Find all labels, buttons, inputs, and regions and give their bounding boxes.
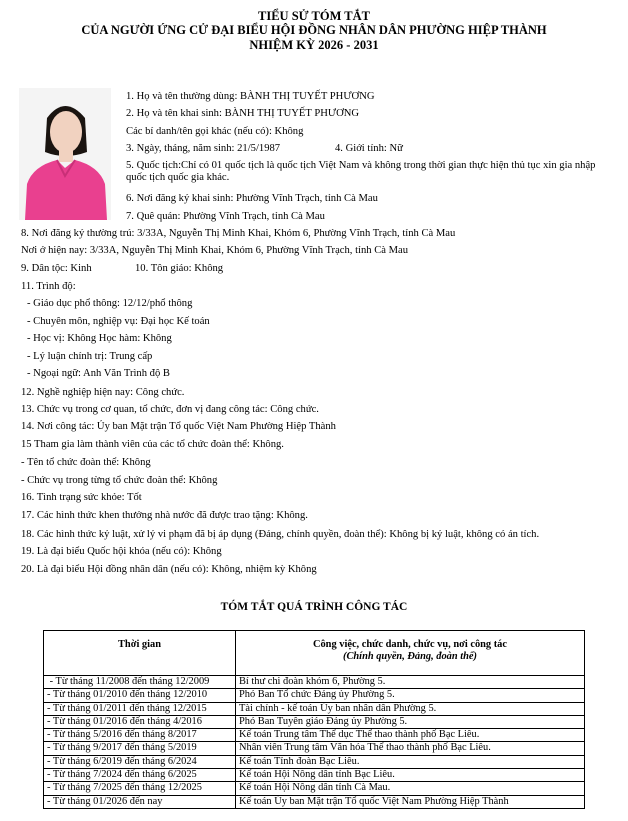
row-time: - Từ tháng 01/2016 đến tháng 4/2016 <box>44 715 236 728</box>
bio-awards: 17. Các hình thức khen thưởng nhà nước đã được trao tặng: Không. <box>21 510 308 521</box>
row-time: - Từ tháng 5/2016 đến tháng 8/2017 <box>44 729 236 742</box>
bio-birth-name: 2. Họ và tên khai sinh: BÀNH THỊ TUYẾT PHƯƠNG <box>126 108 360 119</box>
bio-permanent-address: 8. Nơi đăng ký thường trú: 3/33A, Nguyễn Thị Minh Khai, Khóm 6, Phường Vĩnh Trạch, tỉnh Cà Mau <box>21 228 456 239</box>
bio-national-assembly: 19. Là đại biểu Quốc hội khóa (nếu có): Không <box>21 546 222 557</box>
row-time: - Từ tháng 9/2017 đến tháng 5/2019 <box>44 742 236 755</box>
bio-current-address: Nơi ở hiện nay: 3/33A, Nguyễn Thị Minh Khai, Khóm 6, Phường Vĩnh Trạch, tỉnh Cà Mau <box>21 245 409 256</box>
bio-general-education: - Giáo dục phổ thông: 12/12/phổ thông <box>27 298 193 309</box>
table-row <box>44 742 585 755</box>
row-time: - Từ tháng 6/2019 đến tháng 6/2024 <box>44 755 236 768</box>
bio-degree: - Học vị: Không Học hàm: Không <box>27 333 172 344</box>
bio-specialization: - Chuyên môn, nghiệp vụ: Đại học Kế toán <box>27 316 210 327</box>
row-job: Bí thư chi đoàn khóm 6, Phường 5. <box>236 676 585 689</box>
row-job: Tài chính - kế toán Ủy ban nhân dân Phường 5. <box>236 702 585 715</box>
bio-occupation: 12. Nghề nghiệp hiện nay: Công chức. <box>21 387 185 398</box>
work-history-title: TÓM TẮT QUÁ TRÌNH CÔNG TÁC <box>220 601 408 613</box>
bio-nationality: 5. Quốc tịch:Chỉ có 01 quốc tịch là quốc tịch Việt Nam và không trong thời gian thực hiện thủ tục xin gia nhập quốc tịch quốc gia khác. <box>126 160 596 183</box>
bio-organization-role: - Chức vụ trong từng tổ chức đoàn thể: Không <box>21 475 218 486</box>
bio-dob: 3. Ngày, tháng, năm sinh: 21/5/1987 <box>126 143 281 154</box>
table-row <box>44 782 585 795</box>
column-header-job-line1: Công việc, chức danh, chức vụ, nơi công tác <box>312 639 507 650</box>
work-history-table <box>43 630 585 809</box>
bio-education-heading: 11. Trình độ: <box>21 281 76 292</box>
row-time: - Từ tháng 01/2010 đến tháng 12/2010 <box>44 689 236 702</box>
bio-gender: 4. Giới tính: Nữ <box>335 143 403 154</box>
table-row <box>44 676 585 689</box>
row-job: Kế toán Hội Nông dân tỉnh Cà Mau. <box>236 782 585 795</box>
row-job: Phó Ban Tổ chức Đảng ủy Phường 5. <box>236 689 585 702</box>
table-row <box>44 689 585 702</box>
row-job: Kế toán Ủy ban Mặt trận Tổ quốc Việt Nam Phường Hiệp Thành <box>236 795 585 808</box>
row-job: Kế toán Hội Nông dân tỉnh Bạc Liêu. <box>236 769 585 782</box>
bio-aliases: Các bí danh/tên gọi khác (nếu có): Không <box>126 126 304 137</box>
table-row <box>44 795 585 808</box>
row-job: Phó Ban Tuyên giáo Đảng ủy Phường 5. <box>236 715 585 728</box>
row-time: - Từ tháng 7/2025 đến tháng 12/2025 <box>44 782 236 795</box>
table-row <box>44 769 585 782</box>
bio-political-theory: - Lý luận chính trị: Trung cấp <box>27 351 153 362</box>
column-header-job <box>236 631 585 676</box>
doc-subtitle: CỦA NGƯỜI ỨNG CỬ ĐẠI BIỂU HỘI ĐỒNG NHÂN DÂN PHƯỜNG HIỆP THÀNH <box>81 23 547 37</box>
row-job: Kế toán Trung tâm Thể dục Thể thao thành phố Bạc Liêu. <box>236 729 585 742</box>
row-job: Kế toán Tỉnh đoàn Bạc Liêu. <box>236 755 585 768</box>
portrait-photo <box>19 88 111 220</box>
bio-organizations: 15 Tham gia làm thành viên của các tổ chức đoàn thể: Không. <box>21 439 284 450</box>
bio-common-name: 1. Họ và tên thường dùng: BÀNH THỊ TUYẾT PHƯƠNG <box>126 91 375 102</box>
bio-birth-registration: 6. Nơi đăng ký khai sinh: Phường Vĩnh Trạch, tỉnh Cà Mau <box>126 193 378 204</box>
bio-ethnicity: 9. Dân tộc: Kinh <box>21 263 92 274</box>
bio-health: 16. Tình trạng sức khỏe: Tốt <box>21 492 142 503</box>
table-row <box>44 702 585 715</box>
table-row <box>44 715 585 728</box>
bio-position: 13. Chức vụ trong cơ quan, tổ chức, đơn vị đang công tác: Công chức. <box>21 404 319 415</box>
bio-peoples-council: 20. Là đại biểu Hội đồng nhân dân (nếu có): Không, nhiệm kỳ Không <box>21 564 317 575</box>
row-time: - Từ tháng 11/2008 đến tháng 12/2009 <box>44 676 236 689</box>
row-time: - Từ tháng 7/2024 đến tháng 6/2025 <box>44 769 236 782</box>
column-header-time: Thời gian <box>44 631 236 676</box>
table-row <box>44 755 585 768</box>
row-time: - Từ tháng 01/2011 đến tháng 12/2015 <box>44 702 236 715</box>
table-row <box>44 729 585 742</box>
bio-hometown: 7. Quê quán: Phường Vĩnh Trạch, tỉnh Cà Mau <box>126 211 325 222</box>
doc-title: TIỂU SỬ TÓM TẮT <box>258 9 370 23</box>
row-job: Nhân viên Trung tâm Văn hóa Thể thao thành phố Bạc Liêu. <box>236 742 585 755</box>
bio-foreign-language: - Ngoại ngữ: Anh Văn Trình độ B <box>27 368 170 379</box>
doc-term: NHIỆM KỲ 2026 - 2031 <box>249 38 379 52</box>
bio-discipline: 18. Các hình thức kỷ luật, xử lý vi phạm đã bị áp dụng (Đảng, chính quyền, đoàn thể): Không bị kỷ luật, không có án tích. <box>21 529 540 540</box>
bio-religion: 10. Tôn giáo: Không <box>135 263 224 274</box>
column-header-job-line2: (Chính quyền, Đảng, đoàn thể) <box>343 651 477 663</box>
row-time: - Từ tháng 01/2026 đến nay <box>44 795 236 808</box>
bio-organization-name: - Tên tổ chức đoàn thể: Không <box>21 457 151 468</box>
bio-workplace: 14. Nơi công tác: Ủy ban Mặt trận Tổ quốc Việt Nam Phường Hiệp Thành <box>21 421 336 432</box>
